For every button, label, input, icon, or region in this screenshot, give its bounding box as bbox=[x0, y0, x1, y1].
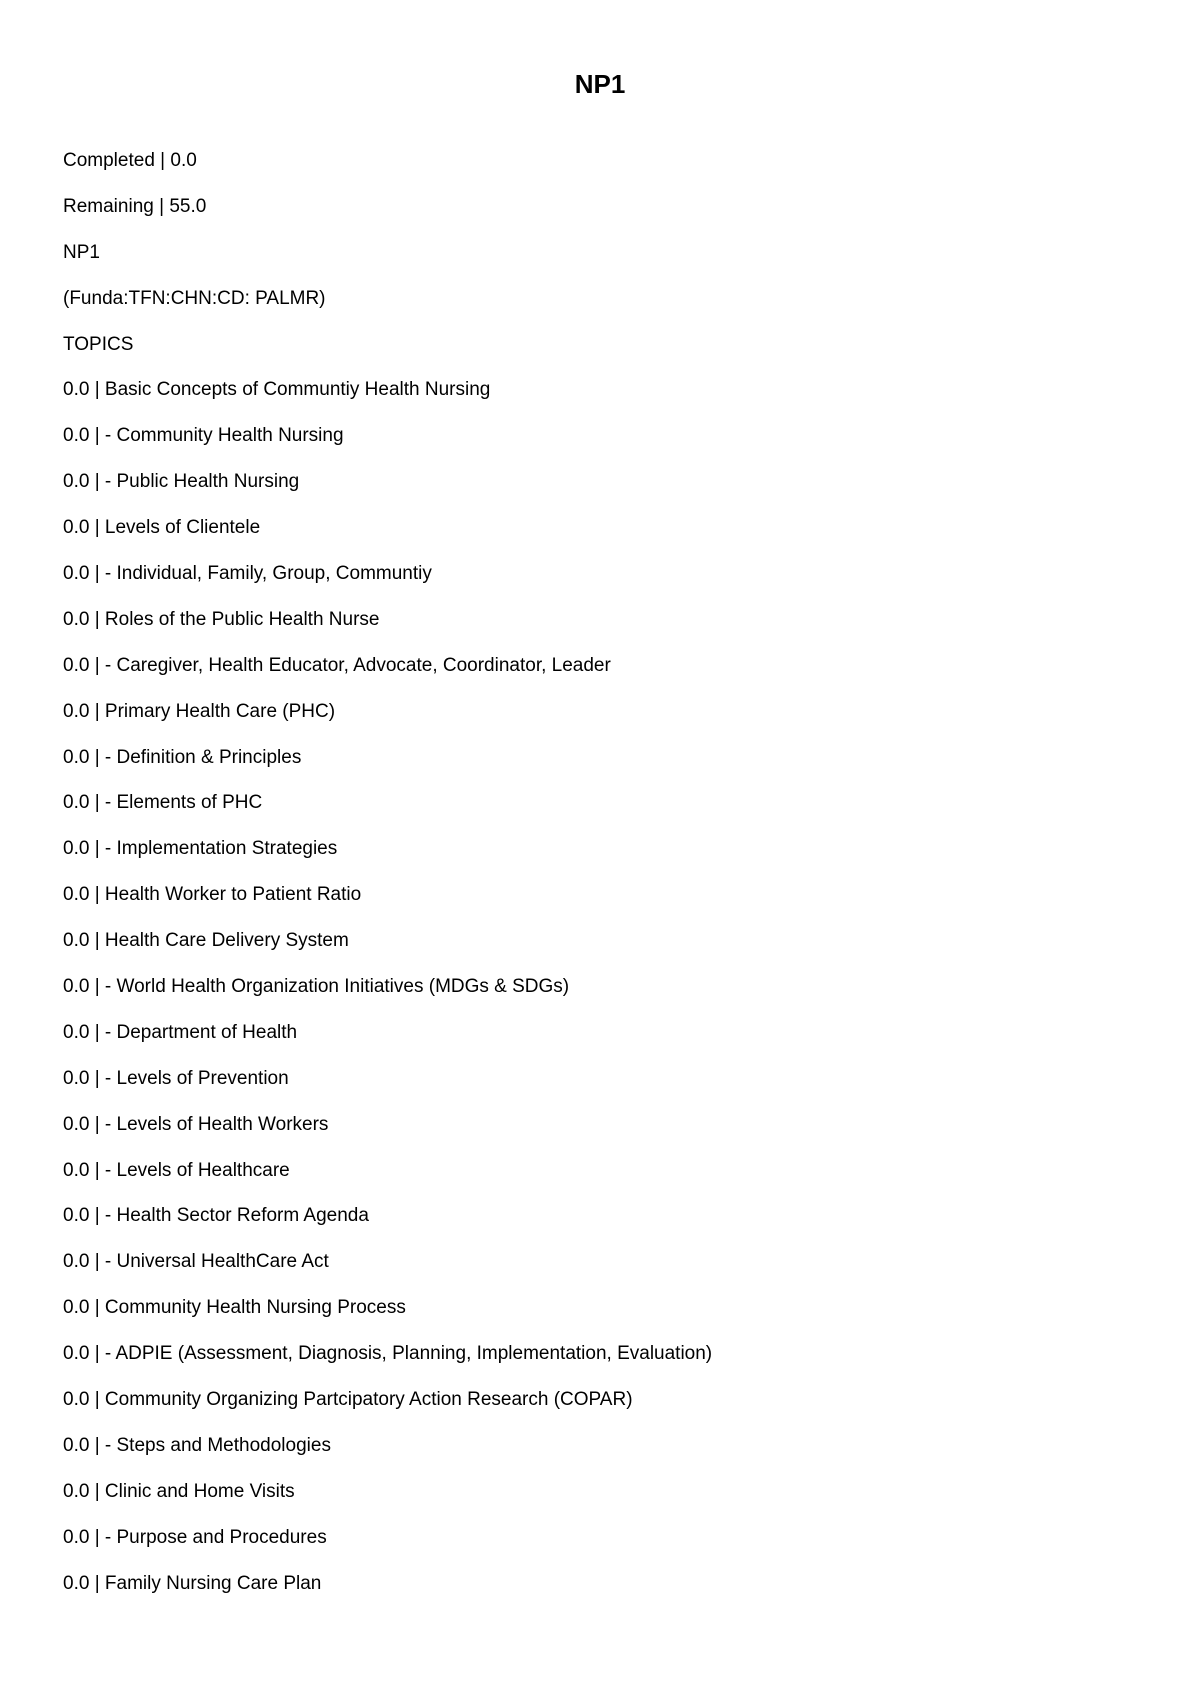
topic-item: 0.0 | Health Worker to Patient Ratio bbox=[63, 884, 362, 906]
topics-heading: TOPICS bbox=[63, 333, 134, 355]
topic-item: 0.0 | - Elements of PHC bbox=[63, 792, 263, 814]
topic-item: 0.0 | - Purpose and Procedures bbox=[63, 1526, 327, 1548]
topic-item: 0.0 | Levels of Clientele bbox=[63, 517, 261, 539]
topic-item: 0.0 | - Levels of Healthcare bbox=[63, 1159, 290, 1181]
topic-item: 0.0 | - Steps and Methodologies bbox=[63, 1434, 331, 1456]
completed-status: Completed | 0.0 bbox=[63, 150, 197, 171]
topic-item: 0.0 | - Implementation Strategies bbox=[63, 838, 338, 860]
topic-item: 0.0 | Basic Concepts of Communtiy Health Nursing bbox=[63, 379, 491, 401]
topic-item: 0.0 | Family Nursing Care Plan bbox=[63, 1572, 322, 1594]
topic-item: 0.0 | - Health Sector Reform Agenda bbox=[63, 1205, 369, 1227]
topic-item: 0.0 | Community Organizing Partcipatory Action Research (COPAR) bbox=[63, 1389, 633, 1411]
topic-item: 0.0 | - Individual, Family, Group, Communtiy bbox=[63, 563, 432, 585]
topic-item: 0.0 | - World Health Organization Initiatives (MDGs & SDGs) bbox=[63, 976, 570, 998]
remaining-status: Remaining | 55.0 bbox=[63, 195, 207, 217]
subject-scope: (Funda:TFN:CHN:CD: PALMR) bbox=[63, 287, 326, 309]
topic-item: 0.0 | - Public Health Nursing bbox=[63, 471, 300, 493]
topic-item: 0.0 | - Department of Health bbox=[63, 1021, 298, 1043]
subject-code: NP1 bbox=[63, 241, 100, 263]
topic-item: 0.0 | Community Health Nursing Process bbox=[63, 1297, 406, 1319]
topic-item: 0.0 | - Universal HealthCare Act bbox=[63, 1251, 329, 1273]
topic-item: 0.0 | Clinic and Home Visits bbox=[63, 1480, 295, 1502]
document-body bbox=[63, 150, 1143, 1619]
topic-item: 0.0 | - Caregiver, Health Educator, Advocate, Coordinator, Leader bbox=[63, 654, 611, 676]
topic-item: 0.0 | Primary Health Care (PHC) bbox=[63, 700, 336, 722]
topic-item: 0.0 | Health Care Delivery System bbox=[63, 930, 349, 952]
topic-item: 0.0 | - Levels of Health Workers bbox=[63, 1113, 329, 1135]
topic-item: 0.0 | - Community Health Nursing bbox=[63, 425, 344, 447]
topic-item: 0.0 | - ADPIE (Assessment, Diagnosis, Planning, Implementation, Evaluation) bbox=[63, 1343, 713, 1365]
topic-item: 0.0 | Roles of the Public Health Nurse bbox=[63, 608, 380, 630]
page-title: NP1 bbox=[574, 69, 626, 99]
topic-item: 0.0 | - Definition & Principles bbox=[63, 746, 302, 768]
topics-list bbox=[63, 379, 1143, 1618]
topic-item: 0.0 | - Levels of Prevention bbox=[63, 1067, 289, 1089]
